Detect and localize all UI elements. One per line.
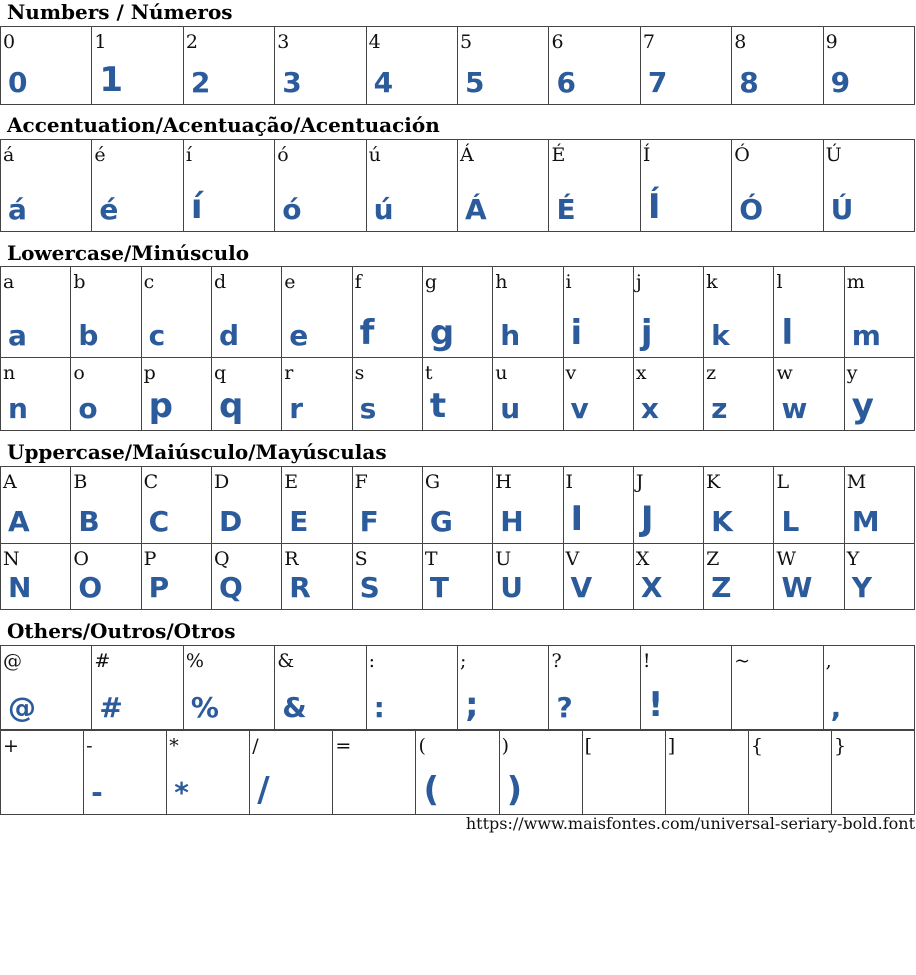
glyph-sample: H [500,505,524,538]
glyph-cell [167,731,250,814]
glyph-cell [71,544,141,609]
glyph-sample: ! [647,685,664,725]
glyph-reference-label: ] [667,735,676,757]
glyph-reference-label: Á [460,144,474,166]
glyph-sample: á [8,193,27,226]
glyph-sample: é [99,193,119,226]
glyph-cell [458,27,549,104]
glyph-cell [282,467,352,543]
glyph-cell [1,544,71,609]
uppercase-grid-row-2 [0,544,915,610]
glyph-reference-label: ? [551,650,562,672]
glyph-reference-label: Í [642,144,651,166]
glyph-reference-label: q [213,362,227,384]
glyph-sample: h [500,319,521,352]
glyph-reference-label: ~ [734,650,751,672]
glyph-cell [549,27,640,104]
glyph-cell [353,267,423,357]
glyph-sample: w [781,392,808,425]
glyph-cell [634,467,704,543]
glyph-sample: # [99,691,123,724]
glyph-cell [704,358,774,430]
glyph-sample: P [148,571,170,604]
glyph-reference-label: Ú [825,144,842,166]
glyph-reference-label: C [143,471,159,493]
glyph-sample: 3 [282,66,302,99]
glyph-sample: É [556,193,576,226]
glyph-reference-label: y [846,362,858,384]
glyph-cell [184,27,275,104]
glyph-sample: 9 [830,66,851,99]
glyph-cell [1,731,84,814]
glyph-reference-label: f [354,271,362,293]
glyph-reference-label: 7 [642,31,655,53]
glyph-reference-label: Q [213,548,230,570]
glyph-cell [549,646,640,729]
glyph-cell [275,27,366,104]
glyph-reference-label: N [3,548,20,570]
glyph-sample: Y [851,571,873,604]
glyph-sample: í [190,187,203,227]
glyph-sample: Í [647,187,661,227]
glyph-cell [749,731,832,814]
glyph-reference-label: 3 [277,31,290,53]
glyph-reference-label: Y [846,548,860,570]
glyph-sample: D [218,505,243,538]
glyph-reference-label: W [776,548,796,570]
section-title-uppercase: Uppercase/Maiúsculo/Mayúsculas [7,440,387,464]
glyph-reference-label: K [706,471,721,493]
glyph-reference-label: D [213,471,230,493]
glyph-sample: 8 [739,66,759,99]
glyph-cell [1,646,92,729]
glyph-cell [774,358,844,430]
glyph-cell [564,544,634,609]
glyph-sample: 0 [8,66,28,99]
glyph-reference-label: L [776,471,790,493]
glyph-cell [282,544,352,609]
glyph-reference-label: é [94,144,106,166]
glyph-sample: S [359,571,380,604]
glyph-cell [1,467,71,543]
glyph-cell [774,544,844,609]
glyph-sample: ú [373,193,394,226]
others-grid-row-2 [0,730,915,815]
numbers-grid [0,26,915,105]
glyph-cell [564,467,634,543]
glyph-sample: Ú [830,193,854,226]
glyph-cell [634,544,704,609]
glyph-cell [142,267,212,357]
glyph-cell [423,467,493,543]
lowercase-grid-row-1 [0,266,915,358]
glyph-reference-label: p [143,362,156,384]
glyph-cell [732,27,823,104]
glyph-sample: q [218,386,244,426]
glyph-reference-label: U [495,548,512,570]
glyph-sample: * [174,776,189,809]
glyph-reference-label: m [846,271,865,293]
glyph-sample: 2 [190,66,211,99]
glyph-reference-label: u [495,362,508,384]
glyph-sample: : [373,691,385,724]
glyph-sample: k [711,319,730,352]
glyph-sample: I [570,499,584,539]
glyph-cell [84,731,167,814]
glyph-reference-label: t [424,362,433,384]
glyph-reference-label: , [825,650,832,672]
glyph-cell [493,467,563,543]
glyph-cell [493,358,563,430]
glyph-cell [184,140,275,231]
glyph-reference-label: w [776,362,793,384]
glyph-sample: m [851,319,881,352]
glyph-cell [367,646,458,729]
glyph-sample: L [781,505,800,538]
glyph-reference-label: % [185,650,204,672]
glyph-sample: X [640,571,663,604]
glyph-reference-label: R [284,548,299,570]
glyph-cell [142,358,212,430]
glyph-reference-label: - [86,735,93,757]
glyph-reference-label: I [565,471,574,493]
glyph-reference-label: 2 [185,31,198,53]
glyph-cell [641,646,732,729]
glyph-reference-label: E [284,471,299,493]
glyph-cell [212,358,282,430]
glyph-sample: u [500,392,521,425]
glyph-sample: J [640,499,654,539]
glyph-sample: N [8,571,32,604]
glyph-sample: 6 [556,66,576,99]
glyph-cell [275,140,366,231]
glyph-cell [493,267,563,357]
glyph-sample: ó [282,193,302,226]
glyph-reference-label: # [94,650,111,672]
glyph-cell [704,267,774,357]
glyph-cell [641,140,732,231]
glyph-sample: l [781,313,794,353]
glyph-cell [282,267,352,357]
glyph-reference-label: X [635,548,650,570]
glyph-cell [824,27,915,104]
glyph-cell [92,27,183,104]
glyph-cell [458,140,549,231]
glyph-reference-label: ; [460,650,467,672]
glyph-cell [704,467,774,543]
glyph-sample: - [91,776,103,809]
glyph-cell [732,140,823,231]
glyph-reference-label: n [3,362,16,384]
glyph-sample: B [78,505,100,538]
glyph-reference-label: r [284,362,294,384]
section-title-numbers: Numbers / Números [7,0,233,24]
glyph-cell [634,267,704,357]
glyph-reference-label: 5 [460,31,473,53]
footer-url: https://www.maisfontes.com/universal-seriary-bold.font [465,814,915,833]
glyph-cell [423,358,493,430]
glyph-sample: F [359,505,379,538]
section-title-accents: Accentuation/Acentuação/Acentuación [7,113,440,137]
glyph-sample: v [570,392,589,425]
glyph-cell [549,140,640,231]
glyph-reference-label: B [73,471,88,493]
glyph-cell [282,358,352,430]
glyph-cell [704,544,774,609]
glyph-reference-label: Ó [734,144,750,166]
glyph-cell [92,140,183,231]
glyph-reference-label: ó [277,144,289,166]
glyph-sample: ( [423,770,440,810]
glyph-sample: o [78,392,98,425]
glyph-sample: c [148,319,166,352]
glyph-sample: E [289,505,309,538]
glyph-cell [845,544,915,609]
glyph-cell [493,544,563,609]
glyph-reference-label: 1 [94,31,107,53]
glyph-reference-label: d [213,271,227,293]
glyph-cell [832,731,915,814]
glyph-cell [845,358,915,430]
glyph-reference-label: 6 [551,31,564,53]
glyph-reference-label: í [185,144,192,166]
glyph-cell [845,267,915,357]
glyph-sample: i [570,313,583,353]
glyph-cell [423,267,493,357]
glyph-cell [416,731,499,814]
glyph-reference-label: 8 [734,31,747,53]
glyph-cell [71,467,141,543]
glyph-sample: b [78,319,99,352]
glyph-reference-label: v [565,362,577,384]
glyph-cell [564,358,634,430]
glyph-sample: & [282,691,307,724]
glyph-cell [184,646,275,729]
glyph-sample: 5 [465,66,485,99]
glyph-sample: A [8,505,30,538]
glyph-reference-label: T [424,548,438,570]
glyph-cell [212,467,282,543]
lowercase-grid-row-2 [0,358,915,431]
section-title-others: Others/Outros/Otros [7,619,236,643]
glyph-reference-label: ( [418,735,426,757]
glyph-sample: Z [711,571,732,604]
glyph-reference-label: G [424,471,441,493]
uppercase-grid-row-1 [0,466,915,544]
glyph-reference-label: x [635,362,647,384]
glyph-reference-label: * [169,735,179,757]
glyph-reference-label: 0 [3,31,16,53]
glyph-sample: 7 [647,66,668,99]
glyph-sample: g [429,313,455,353]
glyph-reference-label: h [495,271,508,293]
glyph-sample: t [429,386,447,426]
glyph-cell [212,544,282,609]
glyph-sample: / [257,770,270,810]
glyph-cell [774,467,844,543]
glyph-reference-label: s [354,362,365,384]
glyph-cell [1,267,71,357]
glyph-reference-label: + [3,735,19,757]
glyph-sample: ; [465,685,479,725]
glyph-reference-label: a [3,271,15,293]
glyph-sample: G [429,505,453,538]
glyph-reference-label: & [277,650,295,672]
glyph-reference-label: z [706,362,717,384]
glyph-cell [142,467,212,543]
glyph-cell [774,267,844,357]
glyph-sample: ) [506,770,523,810]
glyph-sample: e [289,319,309,352]
glyph-sample: O [78,571,103,604]
glyph-sample: T [429,571,449,604]
glyph-sample: Á [465,193,487,226]
glyph-sample: V [570,571,593,604]
glyph-reference-label: J [635,471,644,493]
glyph-reference-label: / [252,735,259,757]
glyph-cell [458,646,549,729]
glyph-reference-label: { [750,735,763,757]
glyph-cell [1,27,92,104]
glyph-sample: y [851,386,874,426]
glyph-reference-label: k [706,271,718,293]
glyph-sample: 4 [373,66,394,99]
glyph-reference-label: P [143,548,157,570]
others-grid-row-1 [0,645,915,730]
glyph-sample: U [500,571,523,604]
glyph-sample: M [851,505,880,538]
glyph-reference-label: o [73,362,85,384]
glyph-reference-label: : [368,650,376,672]
glyph-cell [732,646,823,729]
glyph-sample: x [640,392,659,425]
glyph-cell [824,646,915,729]
glyph-sample: n [8,392,28,425]
glyph-cell [641,27,732,104]
glyph-cell [564,267,634,357]
glyph-cell [353,358,423,430]
glyph-cell [367,140,458,231]
glyph-cell [71,358,141,430]
glyph-reference-label: = [335,735,352,757]
glyph-cell [824,140,915,231]
glyph-cell [250,731,333,814]
glyph-cell [500,731,583,814]
glyph-cell [71,267,141,357]
glyph-reference-label: F [354,471,368,493]
glyph-reference-label: l [776,271,783,293]
glyph-cell [423,544,493,609]
glyph-cell [212,267,282,357]
glyph-sample: , [830,691,842,724]
glyph-reference-label: 4 [368,31,381,53]
glyph-reference-label: } [833,735,847,757]
glyph-sample: d [218,319,239,352]
glyph-cell [1,358,71,430]
glyph-reference-label: M [846,471,867,493]
glyph-reference-label: @ [3,650,22,672]
glyph-sample: j [640,313,653,353]
glyph-reference-label: i [565,271,572,293]
glyph-sample: Ó [739,193,764,226]
glyph-sample: 1 [99,60,124,100]
glyph-cell [142,544,212,609]
glyph-reference-label: 9 [825,31,838,53]
glyph-cell [367,27,458,104]
glyph-cell [333,731,416,814]
glyph-reference-label: [ [584,735,593,757]
glyph-reference-label: O [73,548,89,570]
glyph-sample: p [148,386,173,426]
glyph-reference-label: ) [501,735,509,757]
glyph-reference-label: ú [368,144,381,166]
glyph-cell [634,358,704,430]
glyph-sample: Q [218,571,243,604]
glyph-reference-label: V [565,548,580,570]
glyph-sample: K [711,505,733,538]
glyph-reference-label: Z [706,548,720,570]
glyph-sample: % [190,691,219,724]
glyph-reference-label: g [424,271,438,293]
glyph-sample: R [289,571,311,604]
glyph-reference-label: á [3,144,15,166]
glyph-cell [1,140,92,231]
glyph-reference-label: H [495,471,512,493]
glyph-sample: ? [556,691,573,724]
glyph-reference-label: j [635,271,642,293]
glyph-reference-label: e [284,271,296,293]
glyph-sample: z [711,392,728,425]
accents-grid [0,139,915,232]
glyph-sample: r [289,392,304,425]
glyph-reference-label: A [3,471,17,493]
glyph-cell [92,646,183,729]
glyph-sample: a [8,319,27,352]
glyph-cell [275,646,366,729]
glyph-reference-label: É [551,144,566,166]
glyph-reference-label: S [354,548,368,570]
glyph-sample: s [359,392,377,425]
glyph-sample: W [781,571,813,604]
glyph-sample: f [359,313,375,353]
glyph-cell [353,467,423,543]
glyph-cell [583,731,666,814]
glyph-sample: C [148,505,170,538]
glyph-cell [845,467,915,543]
glyph-reference-label: ! [642,650,651,672]
glyph-cell [353,544,423,609]
glyph-reference-label: c [143,271,155,293]
section-title-lowercase: Lowercase/Minúsculo [7,241,250,265]
glyph-cell [666,731,749,814]
glyph-sample: @ [8,691,36,724]
glyph-reference-label: b [73,271,86,293]
